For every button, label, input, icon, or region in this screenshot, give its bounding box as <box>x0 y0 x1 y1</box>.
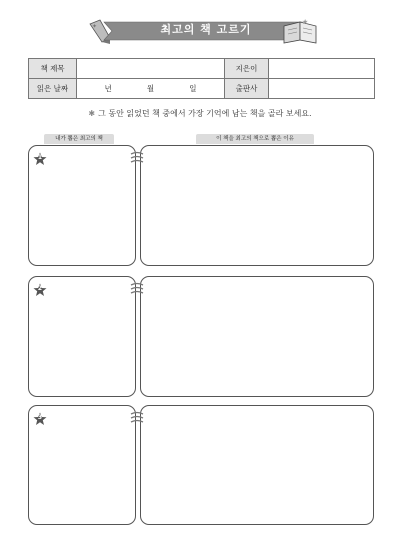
binder-clip-icon <box>129 281 145 297</box>
asterisk-icon: ✱ <box>88 109 96 118</box>
entry-number: 2 <box>37 285 43 292</box>
book-title-label: 책 제목 <box>29 59 77 79</box>
read-date-label: 읽은 날짜 <box>29 79 77 99</box>
binder-clip-icon <box>129 150 145 166</box>
right-section-header: 이 책을 최고의 책으로 뽑은 이유 <box>196 134 314 144</box>
month-unit: 월 <box>146 84 155 93</box>
publisher-field[interactable] <box>269 79 375 99</box>
book-info-table <box>28 58 375 99</box>
svg-text:★: ★ <box>302 18 309 26</box>
page-title: 최고의 책 고르기 <box>160 23 252 36</box>
reason-box-2[interactable] <box>140 276 374 397</box>
entry-number: 3 <box>37 414 43 421</box>
year-unit: 년 <box>104 84 112 93</box>
day-unit: 일 <box>189 84 197 93</box>
svg-text:✦: ✦ <box>92 23 98 30</box>
left-section-header: 내가 뽑은 최고의 책 <box>44 134 114 144</box>
book-title-field[interactable] <box>77 59 225 79</box>
publisher-label: 출판사 <box>225 79 269 99</box>
entry-number: 1 <box>37 154 43 161</box>
table-row <box>29 59 375 79</box>
reason-box-1[interactable] <box>140 145 374 266</box>
instruction-line <box>30 108 370 119</box>
read-date-field[interactable] <box>77 79 225 99</box>
instruction-text: 그 동안 읽었던 책 중에서 가장 기억에 남는 책을 골라 보세요. <box>98 109 312 118</box>
table-row <box>29 79 375 99</box>
author-field[interactable] <box>269 59 375 79</box>
author-label: 지은이 <box>225 59 269 79</box>
reason-box-3[interactable] <box>140 405 374 525</box>
binder-clip-icon <box>129 410 145 426</box>
